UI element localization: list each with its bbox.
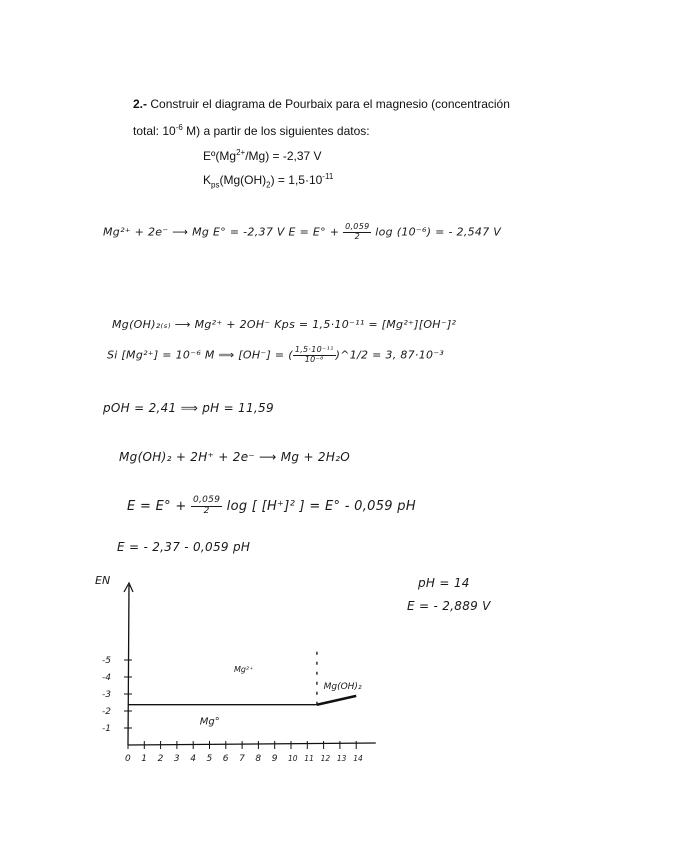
region-label-2: Mg° — [199, 716, 220, 728]
problem-text-2a: total: 10 — [133, 124, 176, 138]
eq3-left: Si [Mg²⁺] = 10⁻⁶ M ⟹ [OH⁻] = ( — [107, 348, 293, 362]
x-axis — [128, 743, 376, 745]
x-tick-label-11: 11 — [304, 754, 314, 763]
y-tick-label--2: -2 — [102, 707, 111, 717]
handwritten-eq7: E = - 2,37 - 0,059 pH — [117, 540, 251, 554]
x-tick-label-6: 6 — [222, 754, 229, 764]
ph14-note: pH = 14 — [418, 576, 470, 590]
pourbaix-diagram — [95, 570, 395, 775]
e-at-ph14-note: E = - 2,889 V — [407, 599, 491, 613]
handwritten-eq4: pOH = 2,41 ⟹ pH = 11,59 — [103, 401, 274, 415]
problem-text-1: Construir el diagrama de Pourbaix para el magnesio (concentración — [150, 97, 510, 111]
eq1-frac-num: 0,059 — [345, 222, 370, 231]
eq6-frac-den: 2 — [203, 505, 210, 516]
eq1-tail: log (10⁻⁶) = - 2,547 V — [371, 225, 502, 239]
handwritten-eq5: Mg(OH)₂ + 2H⁺ + 2e⁻ ⟶ Mg + 2H₂O — [119, 450, 351, 464]
handwritten-eq1 — [103, 223, 501, 242]
kps-sub2: 2 — [266, 180, 271, 190]
x-tick-label-5: 5 — [206, 754, 213, 764]
y-tick-label--5: -5 — [102, 656, 111, 666]
y-tick-label--1: -1 — [102, 724, 111, 734]
region-label-0: Mg²⁺ — [233, 664, 254, 674]
x-tick-label-4: 4 — [190, 754, 196, 764]
x-tick-label-10: 10 — [288, 754, 298, 763]
eq1-text: Mg²⁺ + 2e⁻ ⟶ Mg E° = -2,37 V E = E° + — [103, 225, 344, 239]
kps-k: K — [203, 173, 212, 187]
handwritten-eq6 — [127, 496, 416, 517]
problem-text-2b: M) a partir de los siguientes datos: — [182, 124, 370, 138]
eq6-frac-num: 0,059 — [192, 495, 221, 505]
concentration-exponent: -6 — [175, 123, 183, 132]
e0-right: /Mg) = -2,37 V — [245, 149, 322, 163]
x-tick-label-14: 14 — [353, 754, 363, 763]
x-tick-label-2: 2 — [157, 754, 164, 764]
y-tick-label--4: -4 — [102, 673, 111, 683]
handwritten-eq2: Mg(OH)₂₍ₛ₎ ⟶ Mg²⁺ + 2OH⁻ Kps = 1,5·10⁻¹¹ = [Mg²⁺][OH⁻]² — [112, 318, 457, 331]
e0-charge: 2+ — [236, 148, 246, 157]
kps-exponent: -11 — [322, 172, 334, 181]
eq1-fraction — [343, 223, 371, 242]
eq3-right: )^1/2 = 3, 87·10⁻³ — [335, 348, 445, 362]
y-tick-label--3: -3 — [102, 690, 111, 700]
eq3-frac-den: 10⁻⁶ — [304, 354, 324, 364]
solubility-product — [203, 172, 333, 189]
eq6-left: E = E° + — [127, 498, 191, 514]
x-tick-label-8: 8 — [255, 754, 262, 764]
eq3-fraction — [293, 346, 336, 365]
eq6-fraction — [191, 496, 222, 517]
x-tick-label-0: 0 — [125, 754, 131, 764]
eq3-frac-num: 1,5·10⁻¹¹ — [294, 345, 334, 354]
y-axis — [128, 585, 129, 745]
eq6-right: log [ [H⁺]² ] = E° - 0,059 pH — [222, 498, 416, 514]
kps-value: ) = 1,5·10 — [270, 173, 323, 187]
y-axis-label: EN — [95, 574, 111, 587]
problem-statement-line2 — [133, 123, 370, 138]
x-tick-label-3: 3 — [173, 754, 180, 764]
series-line-1 — [317, 696, 356, 705]
x-tick-label-13: 13 — [336, 754, 347, 763]
x-tick-label-7: 7 — [239, 754, 245, 764]
eq1-frac-den: 2 — [354, 231, 360, 241]
x-tick-label-12: 12 — [320, 754, 331, 763]
problem-number: 2.- — [133, 97, 148, 111]
chart-series — [128, 650, 356, 705]
e0-left: Eº(Mg — [203, 149, 237, 163]
kps-mid: (Mg(OH) — [219, 173, 267, 187]
problem-statement-line1 — [133, 97, 510, 111]
chart-ticks — [102, 656, 363, 764]
region-label-1: Mg(OH)₂ — [323, 681, 362, 692]
x-tick-label-9: 9 — [271, 754, 278, 764]
handwritten-eq3 — [107, 346, 444, 365]
x-tick-label-1: 1 — [141, 754, 148, 764]
kps-sub: ps — [211, 180, 220, 190]
standard-potential — [203, 148, 322, 163]
